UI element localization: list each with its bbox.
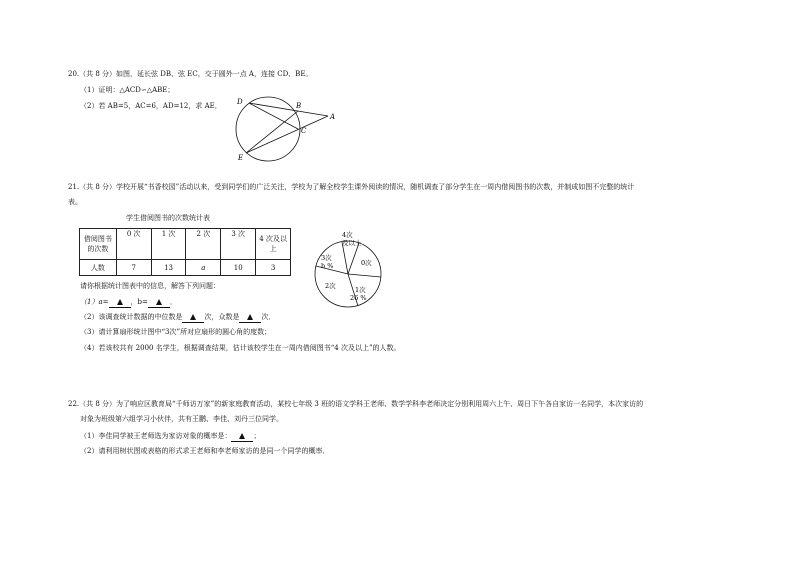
- table-row-label: 人数: [80, 260, 117, 276]
- pie-label-2: 2次: [325, 282, 336, 290]
- q21-stem-line1: 21.（共 8 分）学校开展“书香校园”活动以来，受到同学们的广泛关注，学校为了解全校学生课外阅读的情况，随机调查了部分学生在一周内借阅图书的次数，并制成如图不完整的统计: [68, 183, 635, 191]
- answer-blank-mode[interactable]: [239, 313, 261, 323]
- q22-sub2: （2）请利用树状图或表格的形式求王老师和李老师家访的是同一个同学的概率．: [80, 447, 330, 455]
- triangle-icon: [239, 433, 245, 439]
- table-cell: 3: [256, 260, 291, 276]
- pie-label-1-a: 1次: [355, 286, 366, 294]
- table-col-4: 4 次及以 上: [256, 229, 291, 260]
- label-C: C: [301, 127, 307, 135]
- pie-label-0: 0次: [361, 259, 372, 267]
- pie-divider-4-0: [348, 243, 359, 274]
- pie-label-4-a: 4次: [342, 231, 353, 239]
- label-B: B: [296, 102, 302, 110]
- q22-stem-line1: 22.（共 8 分）为了响应区教育局“千师访万家”的新家庭教育活动，某校七年级 3 班的语文学科王老师、数学学科李老师决定分别利用周六上午、周日下午各自家访一名同学，本次家访的: [68, 400, 644, 408]
- q21-sub2: （2）该调查统计数据的中位数是 次，众数是 次．: [80, 313, 276, 321]
- table-cell: 10: [221, 260, 256, 276]
- table-header-cell: 借阅图书 的次数: [80, 229, 117, 260]
- pie-label-3-b: b %: [321, 262, 334, 270]
- triangle-icon: [156, 299, 162, 305]
- table-col-3: 3 次: [221, 229, 256, 260]
- pie-divider-0-1: [348, 274, 381, 277]
- answer-blank-b[interactable]: [148, 298, 170, 308]
- triangle-icon: [247, 314, 253, 320]
- line-EA: [246, 116, 328, 153]
- answer-blank-median[interactable]: [182, 313, 204, 323]
- triangle-icon: [190, 314, 196, 320]
- answer-blank-a[interactable]: [109, 298, 131, 308]
- q22-sub1: （1）李佳同学被王老师选为家访对象的概率是： ；: [80, 432, 261, 440]
- q21-sub1: （1）a= ，b= ．: [80, 298, 177, 306]
- label-D: D: [237, 98, 243, 106]
- q21-intro: 请你根据统计图表中的信息，解答下列问题：: [80, 282, 220, 290]
- q22-stem-line2: 对象为班级第六组学习小伙伴，共有王鹏、李佳、刘丹三位同学。: [80, 415, 283, 423]
- q21-stat-table: [79, 228, 291, 276]
- q21-pie-chart: [308, 226, 388, 310]
- table-cell: a: [186, 260, 221, 276]
- pie-label-4-b: 及以上: [342, 239, 362, 247]
- label-E: E: [238, 154, 244, 162]
- q21-sub4: （4）若该校共有 2000 名学生，根据调查结果，估计该校学生在一周内借阅图书“4 次及以上”的人数。: [80, 344, 401, 352]
- circle: [236, 97, 300, 161]
- q20-part1: （1）证明：△ACD∽△ABE；: [80, 86, 175, 94]
- table-col-1: 1 次: [151, 229, 186, 260]
- q21-stem-line2: 表。: [68, 198, 82, 206]
- triangle-icon: [117, 299, 123, 305]
- table-cell: 13: [151, 260, 186, 276]
- pie-label-1-b: 26 %: [350, 294, 367, 302]
- table-cell: 7: [116, 260, 151, 276]
- q20-stem: 20.（共 8 分）如图，延长弦 DB、弦 EC，交于圆外一点 A，连接 CD、BE。: [68, 70, 313, 78]
- q21-sub3: （3）请计算扇形统计图中“3次”所对应扇形的圆心角的度数；: [80, 328, 272, 336]
- pie-label-3-a: 3次: [321, 254, 332, 262]
- q21-table-title: 学生借阅图书的次数统计表: [126, 214, 210, 222]
- answer-blank-probability[interactable]: [231, 432, 253, 442]
- label-A: A: [330, 113, 336, 121]
- line-BE: [246, 111, 298, 153]
- table-col-2: 2 次: [186, 229, 221, 260]
- table-col-0: 0 次: [116, 229, 151, 260]
- q20-circle-figure: [228, 92, 348, 167]
- q20-part2: （2）若 AB=5，AC=6，AD=12，求 AE．: [80, 102, 222, 110]
